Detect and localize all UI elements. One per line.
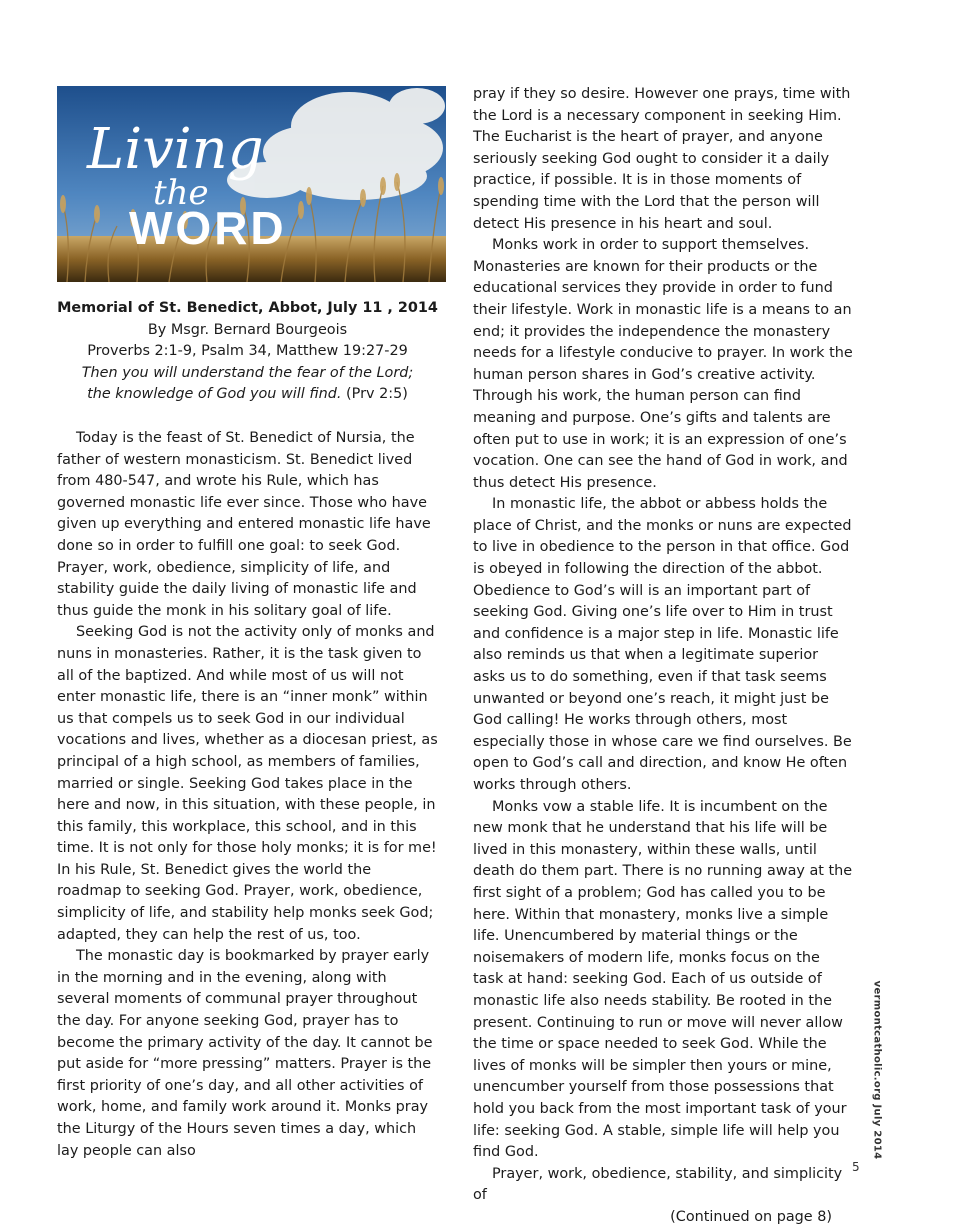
paragraph: Monks vow a stable life. It is incumbent on the new monk that he understand that his life will be lived in this monastery, within these walls, until death do them part. There is no running away at the first sight of a problem; God has called you to be here. Within that monastery, monks live a simple life. Unencumbered by material things or the noisemakers of modern life, monks focus on the task at hand: seeking God. Each of us outside of monastic life also needs stability. Be rooted in the present. Continuing to run or move will never allow the time or space needed to seek God. While the lives of monks will be simpler then yours or mine, unencumber yourself from those possessions that hold you back from the most important task of your life: seeking God. A stable, simple life will help you find God. — [473, 798, 853, 1161]
verse-line-1: Then you will understand the fear of the Lord; — [81, 364, 414, 381]
paragraph: Monks work in order to support themselves. Monasteries are known for their products or the educational services they provide in order to fund their lifestyle. Work in monastic life is a means to an end; it provides the independence the monastery needs for a lifestyle conducive to prayer. In work the human person shares in God’s creative activity. Through his work, the human person can find meaning and purpose. One’s gifts and talents are often put to use in work; it is an expression of one’s vocation. One can see the hand of God in work, and thus detect His presence. — [473, 237, 853, 491]
paragraph: Seeking God is not the activity only of monks and nuns in monasteries. Rather, it is the task given to all of the baptized. And while most of us will not enter monastic life, there is an “inner monk” within us that compels us to seek God in our individual vocations and lives, whether as a diocesan priest, as principal of a high school, as members of families, married or single. Seeking God takes place in the here and now, in this situation, with these people, in this family, this workplace, this school, and in this time. It is not only for those holy monks; it is for me! In his Rule, St. Benedict gives the world the roadmap to seeking God. Prayer, work, obedience, simplicity of life, and stability help monks seek God; adapted, they can help the rest of us, too. — [57, 624, 438, 943]
side-footer-text — [869, 980, 885, 1160]
continued-notice: (Continued on page 8) — [670, 1208, 832, 1225]
banner-graphic — [57, 86, 446, 282]
article-byline: By Msgr. Bernard Bourgeois — [147, 321, 348, 338]
banner-the-text: the — [153, 173, 209, 213]
side-footer-label: vermontcatholic.org July 2014 — [871, 980, 883, 1160]
page-number: 5 — [852, 1160, 860, 1174]
article-header — [57, 298, 438, 406]
article-title: Memorial of St. Benedict, Abbot, July 11 , 2014 — [57, 300, 438, 316]
paragraph: The monastic day is bookmarked by prayer early in the morning and in the evening, along with several moments of communal prayer throughout the day. For anyone seeking God, prayer has to become the primary activity of the day. It cannot be put aside for “more pressing” matters. Prayer is the first priority of one’s day, and all other activities of work, home, and family work around it. Monks pray the Liturgy of the Hours seven times a day, which lay people can also — [57, 948, 433, 1159]
living-the-word-banner — [57, 86, 446, 282]
paragraph: pray if they so desire. However one prays, time with the Lord is a necessary component in seeking Him. The Eucharist is the heart of prayer, and anyone seriously seeking God ought to consider it a daily practice, if possible. It is in those moments of spending time with the Lord that the person will detect His presence in his heart and soul. — [473, 86, 851, 232]
paragraph: In monastic life, the abbot or abbess holds the place of Christ, and the monks or nuns are expected to live in obedience to the person in that office. God is obeyed in following the direction of the abbot. Obedience to God’s will is an important part of seeking God. Giving one’s life over to Him in trust and confidence is a major step in life. Monastic life also reminds us that when a legitimate superior asks us to do something, even if that task seems unwanted or beyond one’s reach, it might just be God calling! He works through others, most especially those in whose care we find ourselves. Be open to God’s call and direction, and know He often works through others. — [473, 496, 852, 793]
left-column — [57, 428, 438, 1162]
banner-word-text: WORD — [129, 202, 287, 254]
verse-reference: (Prv 2:5) — [341, 386, 408, 403]
verse-line-2-container — [57, 384, 438, 406]
verse-line-2: the knowledge of God you will find. — [87, 386, 342, 403]
right-column — [473, 84, 854, 1228]
paragraph: Prayer, work, obedience, stability, and simplicity of — [473, 1165, 843, 1204]
scripture-readings: Proverbs 2:1-9, Psalm 34, Matthew 19:27-29 — [87, 343, 408, 360]
banner-living-text: Living — [87, 117, 264, 182]
paragraph: Today is the feast of St. Benedict of Nursia, the father of western monasticism. St. Benedict lived from 480-547, and wrote his Rule, which has governed monastic life ever since. Those who have given up everything and entered monastic life have done so in order to fulfill one goal: to seek God. Prayer, work, obedience, simplicity of life, and stability guide the daily living of monastic life and thus guide the monk in his solitary goal of life. — [57, 430, 431, 619]
